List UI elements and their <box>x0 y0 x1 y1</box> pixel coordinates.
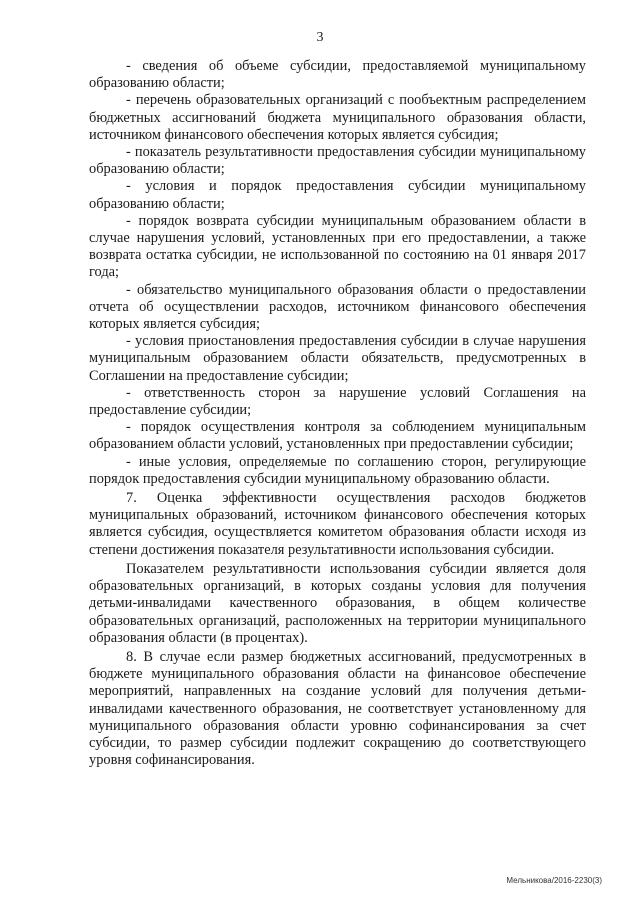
paragraph-control-procedure: - порядок осуществления контроля за соблюдением муниципальным образованием области условий, установленных при предоставлении субсидии; <box>89 419 586 453</box>
paragraph-performance-indicator: - показатель результативности предоставления субсидии муниципальному образованию области; <box>89 144 586 178</box>
paragraph-reporting-obligation: - обязательство муниципального образования области о предоставлении отчета об осуществлении расходов, источником финансового обеспечения которых является субсидия; <box>89 281 586 333</box>
paragraph-organizations-list: - перечень образовательных организаций с пообъектным распределением бюджетных ассигнований бюджета муниципального образования области, источником финансового обеспечения которых является субсидия; <box>89 92 586 143</box>
paragraph-responsibility: - ответственность сторон за нарушение условий Соглашения на предоставление субсидии; <box>89 384 586 419</box>
paragraph-subsidy-volume: - сведения об объеме субсидии, предоставляемой муниципальному образованию области; <box>89 58 586 92</box>
paragraph-section-8: 8. В случае если размер бюджетных ассигнований, предусмотренных в бюджете муниципального образования области на финансовое обеспечение мероприятий, направленных на создание условий для получения детьми-инвалидами качественного образования, не соответствует установленному для муниципального образования области уровню софинансирования за счет субсидии, то размер субсидии подлежит сокращению до соответствующего уровня софинансирования. <box>89 648 586 769</box>
document-body <box>89 58 586 769</box>
paragraph-section-7: 7. Оценка эффективности осуществления расходов бюджетов муниципальных образований, источником финансового обеспечения которых является субсидия, осуществляется комитетом образования области исходя из степени достижения показателя результативности использования субсидии. <box>89 490 586 558</box>
document-footer-code: Мельникова/2016-2230(3) <box>506 876 602 885</box>
page-number: 3 <box>316 30 324 45</box>
paragraph-indicator-definition: Показателем результативности использования субсидии является доля образовательных организаций, в которых созданы условия для получения детьми-инвалидами качественного образования, в общем количестве образовательных организаций, расположенных на территории муниципального образования области (в процентах). <box>89 560 586 646</box>
paragraph-other-conditions: - иные условия, определяемые по соглашению сторон, регулирующие порядок предоставления субсидии муниципальному образованию области. <box>89 453 586 487</box>
paragraph-refund-procedure: - порядок возврата субсидии муниципальным образованием области в случае нарушения условий, установленных при его предоставлении, а также возврата остатка субсидии, не использованной по состоянию на 01 января 2017 года; <box>89 212 586 281</box>
paragraph-suspension-conditions: - условия приостановления предоставления субсидии в случае нарушения муниципальным образованием области обязательств, предусмотренных в Соглашении на предоставление субсидии; <box>89 333 586 384</box>
paragraph-conditions-procedure: - условия и порядок предоставления субсидии муниципальному образованию области; <box>89 178 586 212</box>
